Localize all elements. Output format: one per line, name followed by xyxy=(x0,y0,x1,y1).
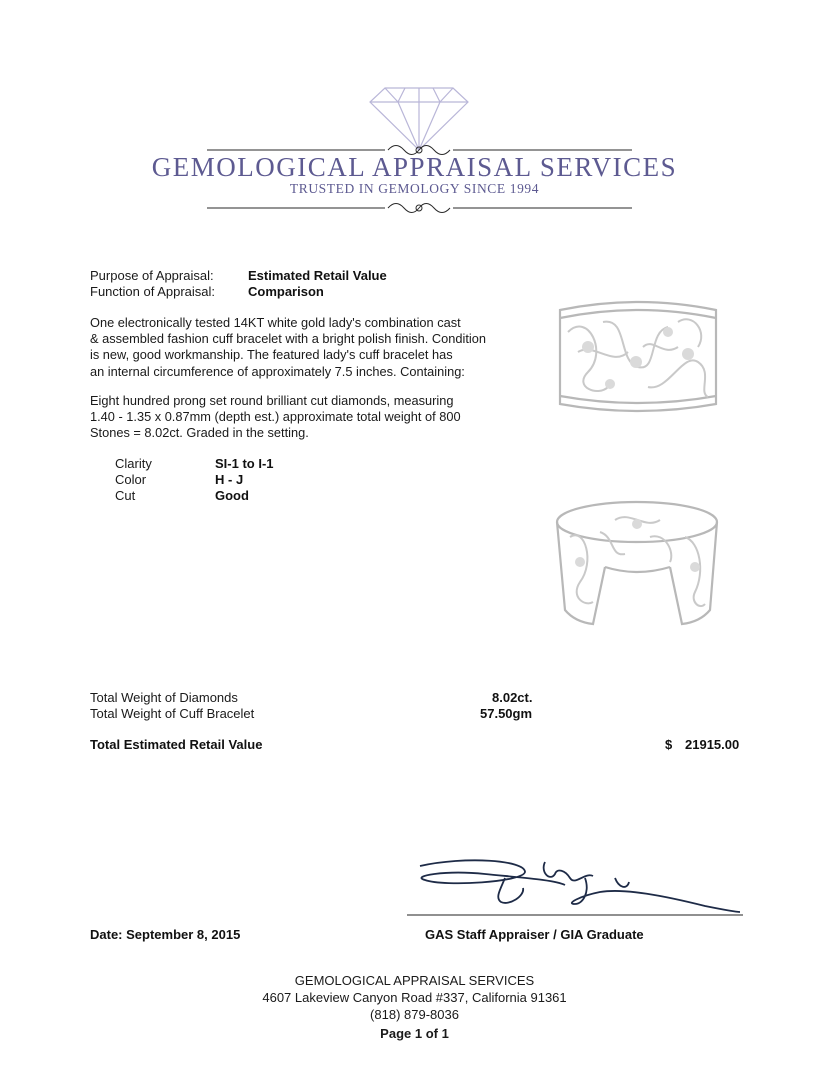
stones-line: 1.40 - 1.35 x 0.87mm (depth est.) approximate total weight of 800 xyxy=(90,409,461,425)
diamond-icon xyxy=(370,88,468,150)
color-value: H - J xyxy=(215,472,244,487)
purpose-value: Estimated Retail Value xyxy=(248,268,387,283)
stones-paragraph xyxy=(90,393,520,442)
bracelet-weight-value: 57.50gm xyxy=(480,706,533,721)
bracelet-photo-front xyxy=(548,292,728,422)
color-label: Color xyxy=(115,472,147,487)
bracelet-weight-label: Total Weight of Cuff Bracelet xyxy=(90,706,255,721)
page-number: Page 1 of 1 xyxy=(380,1026,449,1041)
description-line: is new, good workmanship. The featured lady's cuff bracelet has xyxy=(90,347,453,363)
diamond-weight-value: 8.02ct. xyxy=(492,690,533,705)
appraisal-date: Date: September 8, 2015 xyxy=(90,927,241,942)
cut-value: Good xyxy=(215,488,249,503)
company-name: GEMOLOGICAL APPRAISAL SERVICES xyxy=(151,152,678,182)
company-logo xyxy=(0,78,829,218)
clarity-value: SI-1 to I-1 xyxy=(215,456,274,471)
function-value: Comparison xyxy=(248,284,324,299)
currency-symbol: $ xyxy=(665,737,673,752)
scroll-ornament-icon xyxy=(207,204,632,213)
clarity-label: Clarity xyxy=(115,456,152,471)
appraiser-signature xyxy=(405,852,745,922)
footer-address: 4607 Lakeview Canyon Road #337, California 91361 xyxy=(262,990,567,1005)
cut-label: Cut xyxy=(115,488,136,503)
function-label: Function of Appraisal: xyxy=(90,284,216,299)
diamond-weight-label: Total Weight of Diamonds xyxy=(90,690,238,705)
total-value-amount: 21915.00 xyxy=(685,737,740,752)
footer-company: GEMOLOGICAL APPRAISAL SERVICES xyxy=(294,973,535,988)
description-line: & assembled fashion cuff bracelet with a bright polish finish. Condition xyxy=(90,331,486,347)
description-paragraph xyxy=(90,315,520,380)
description-line: an internal circumference of approximately 7.5 inches. Containing: xyxy=(90,363,465,379)
stones-line: Eight hundred prong set round brilliant cut diamonds, measuring xyxy=(90,393,454,408)
description-line: One electronically tested 14KT white gold lady's combination cast xyxy=(90,315,461,330)
purpose-label: Purpose of Appraisal: xyxy=(90,268,214,283)
bracelet-photo-side xyxy=(545,492,730,642)
total-value-label: Total Estimated Retail Value xyxy=(90,737,263,752)
footer-phone: (818) 879-8036 xyxy=(370,1007,459,1022)
company-tagline: TRUSTED IN GEMOLOGY SINCE 1994 xyxy=(289,181,540,196)
stones-line: Stones = 8.02ct. Graded in the setting. xyxy=(90,425,309,441)
appraiser-title: GAS Staff Appraiser / GIA Graduate xyxy=(425,927,644,942)
